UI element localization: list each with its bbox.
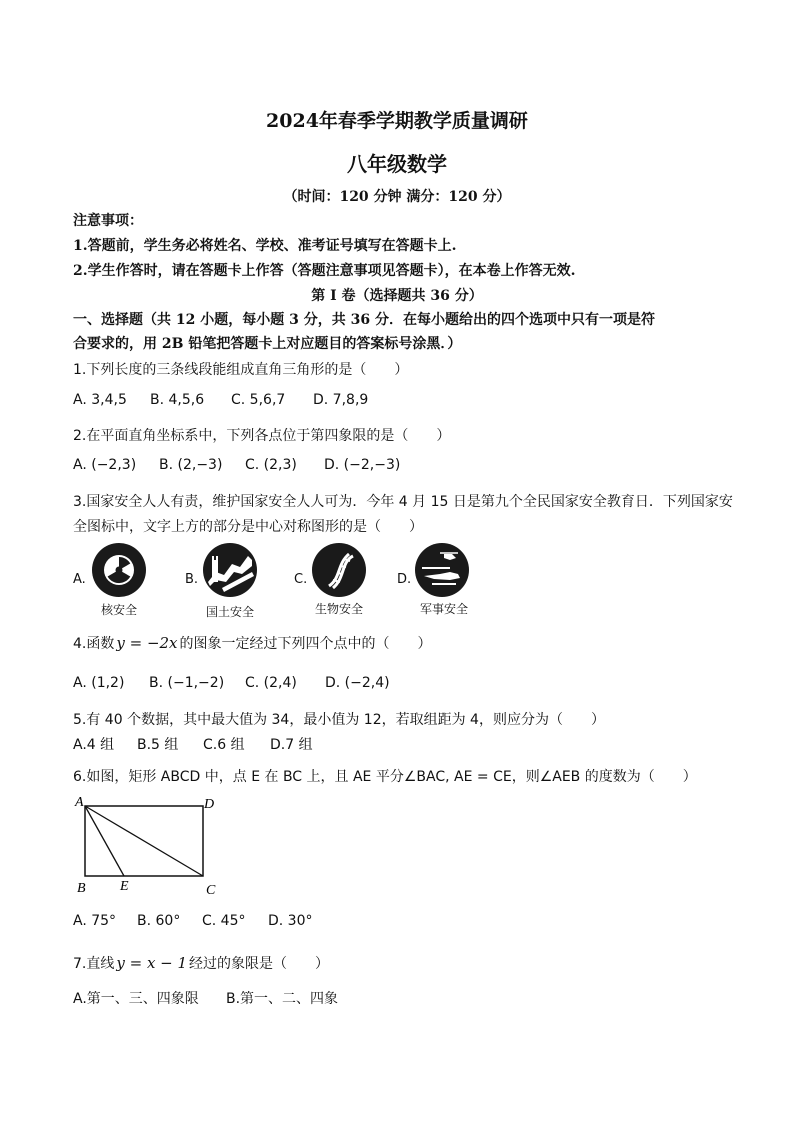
question-3-stem-line2: 全图标中，文字上方的部分是中心对称图形的是（ ） bbox=[73, 519, 423, 535]
section-instruction: 合要求的，用 2B 铅笔把答题卡上对应题目的答案标号涂黑．） bbox=[73, 336, 462, 352]
question-2-stem: 2.在平面直角坐标系中，下列各点位于第四象限的是（ ） bbox=[73, 428, 451, 444]
dna-icon bbox=[311, 542, 367, 598]
q5-option-b: B.5 组 bbox=[137, 737, 179, 753]
q1-option-a: A. 3,4,5 bbox=[73, 392, 127, 408]
q4-option-b: B. (−1,−2) bbox=[149, 675, 225, 691]
q6-option-c: C. 45° bbox=[202, 913, 246, 929]
q3-option-b-letter: B. bbox=[185, 572, 199, 587]
question-6-stem: 6.如图，矩形 ABCD 中，点 E 在 BC 上，且 AE 平分∠BAC, AE = CE，则∠AEB 的度数为（ ） bbox=[73, 769, 697, 785]
q7-stem-prefix: 7.直线 bbox=[73, 956, 115, 972]
q3-option-a-letter: A. bbox=[73, 572, 86, 587]
q5-option-d: D.7 组 bbox=[270, 737, 313, 753]
q3-option-c-letter: C. bbox=[294, 572, 308, 587]
q5-option-c: C.6 组 bbox=[203, 737, 245, 753]
q6-option-b: B. 60° bbox=[137, 913, 181, 929]
figure-label-d: D bbox=[204, 797, 215, 812]
exam-subtitle: 八年级数学 bbox=[347, 152, 447, 176]
question-7-stem bbox=[73, 953, 329, 973]
q2-option-b: B. (2,−3) bbox=[159, 457, 223, 473]
q7-option-b: B.第一、二、四象 bbox=[226, 991, 339, 1007]
q3-caption-a: 核安全 bbox=[100, 603, 137, 617]
q3-caption-b: 国土安全 bbox=[205, 605, 254, 619]
q4-option-d: D. (−2,4) bbox=[325, 675, 390, 691]
helicopter-icon bbox=[414, 542, 470, 598]
q1-option-d: D. 7,8,9 bbox=[313, 392, 369, 408]
question-4-stem bbox=[73, 633, 432, 653]
figure-label-e: E bbox=[120, 879, 129, 894]
part-title: 第 I 卷（选择题共 36 分） bbox=[311, 288, 483, 304]
q4-option-a: A. (1,2) bbox=[73, 675, 125, 691]
q3-option-d-letter: D. bbox=[397, 572, 412, 587]
question-3-stem-line1: 3.国家安全人人有责，维护国家安全人人可为．今年 4 月 15 日是第九个全民国家安全教育日．下列国家安 bbox=[73, 494, 733, 510]
section-instruction: 一、选择题（共 12 小题，每小题 3 分，共 36 分．在每小题给出的四个选项中只有一项是符 bbox=[73, 312, 655, 328]
figure-label-c: C bbox=[206, 883, 216, 898]
q3-caption-d: 军事安全 bbox=[419, 602, 468, 616]
figure-label-a: A bbox=[75, 795, 84, 810]
q4-formula: y = −2x bbox=[116, 634, 178, 652]
question-5-stem: 5.有 40 个数据，其中最大值为 34，最小值为 12，若取组距为 4，则应分为（ ） bbox=[73, 712, 605, 728]
q4-stem-suffix: 的图象一定经过下列四个点中的（ ） bbox=[179, 636, 432, 652]
notice-item: 2.学生作答时，请在答题卡上作答（答题注意事项见答题卡），在本卷上作答无效. bbox=[73, 263, 576, 279]
exam-title: 2024年春季学期教学质量调研 bbox=[266, 110, 528, 132]
q1-option-b: B. 4,5,6 bbox=[150, 392, 205, 408]
q2-option-a: A. (−2,3) bbox=[73, 457, 137, 473]
q6-option-d: D. 30° bbox=[268, 913, 313, 929]
q4-stem-prefix: 4.函数 bbox=[73, 636, 115, 652]
great-wall-icon bbox=[202, 542, 258, 598]
notice-heading: 注意事项： bbox=[73, 213, 143, 229]
radiation-icon bbox=[91, 542, 147, 598]
q7-option-a: A.第一、三、四象限 bbox=[73, 991, 199, 1007]
q2-option-c: C. (2,3) bbox=[245, 457, 297, 473]
notice-item: 1.答题前，学生务必将姓名、学校、准考证号填写在答题卡上. bbox=[73, 238, 457, 254]
q2-option-d: D. (−2,−3) bbox=[324, 457, 401, 473]
q4-option-c: C. (2,4) bbox=[245, 675, 297, 691]
q7-stem-suffix: 经过的象限是（ ） bbox=[189, 956, 330, 972]
q6-option-a: A. 75° bbox=[73, 913, 117, 929]
figure-label-b: B bbox=[77, 881, 86, 896]
rectangle-figure bbox=[73, 794, 233, 900]
q7-formula: y = x − 1 bbox=[116, 954, 188, 972]
time-info: （时间：120 分钟 满分：120 分） bbox=[283, 189, 511, 205]
q5-option-a: A.4 组 bbox=[73, 737, 115, 753]
question-1-stem: 1.下列长度的三条线段能组成直角三角形的是（ ） bbox=[73, 362, 409, 378]
q1-option-c: C. 5,6,7 bbox=[231, 392, 286, 408]
q3-caption-c: 生物安全 bbox=[314, 602, 363, 616]
